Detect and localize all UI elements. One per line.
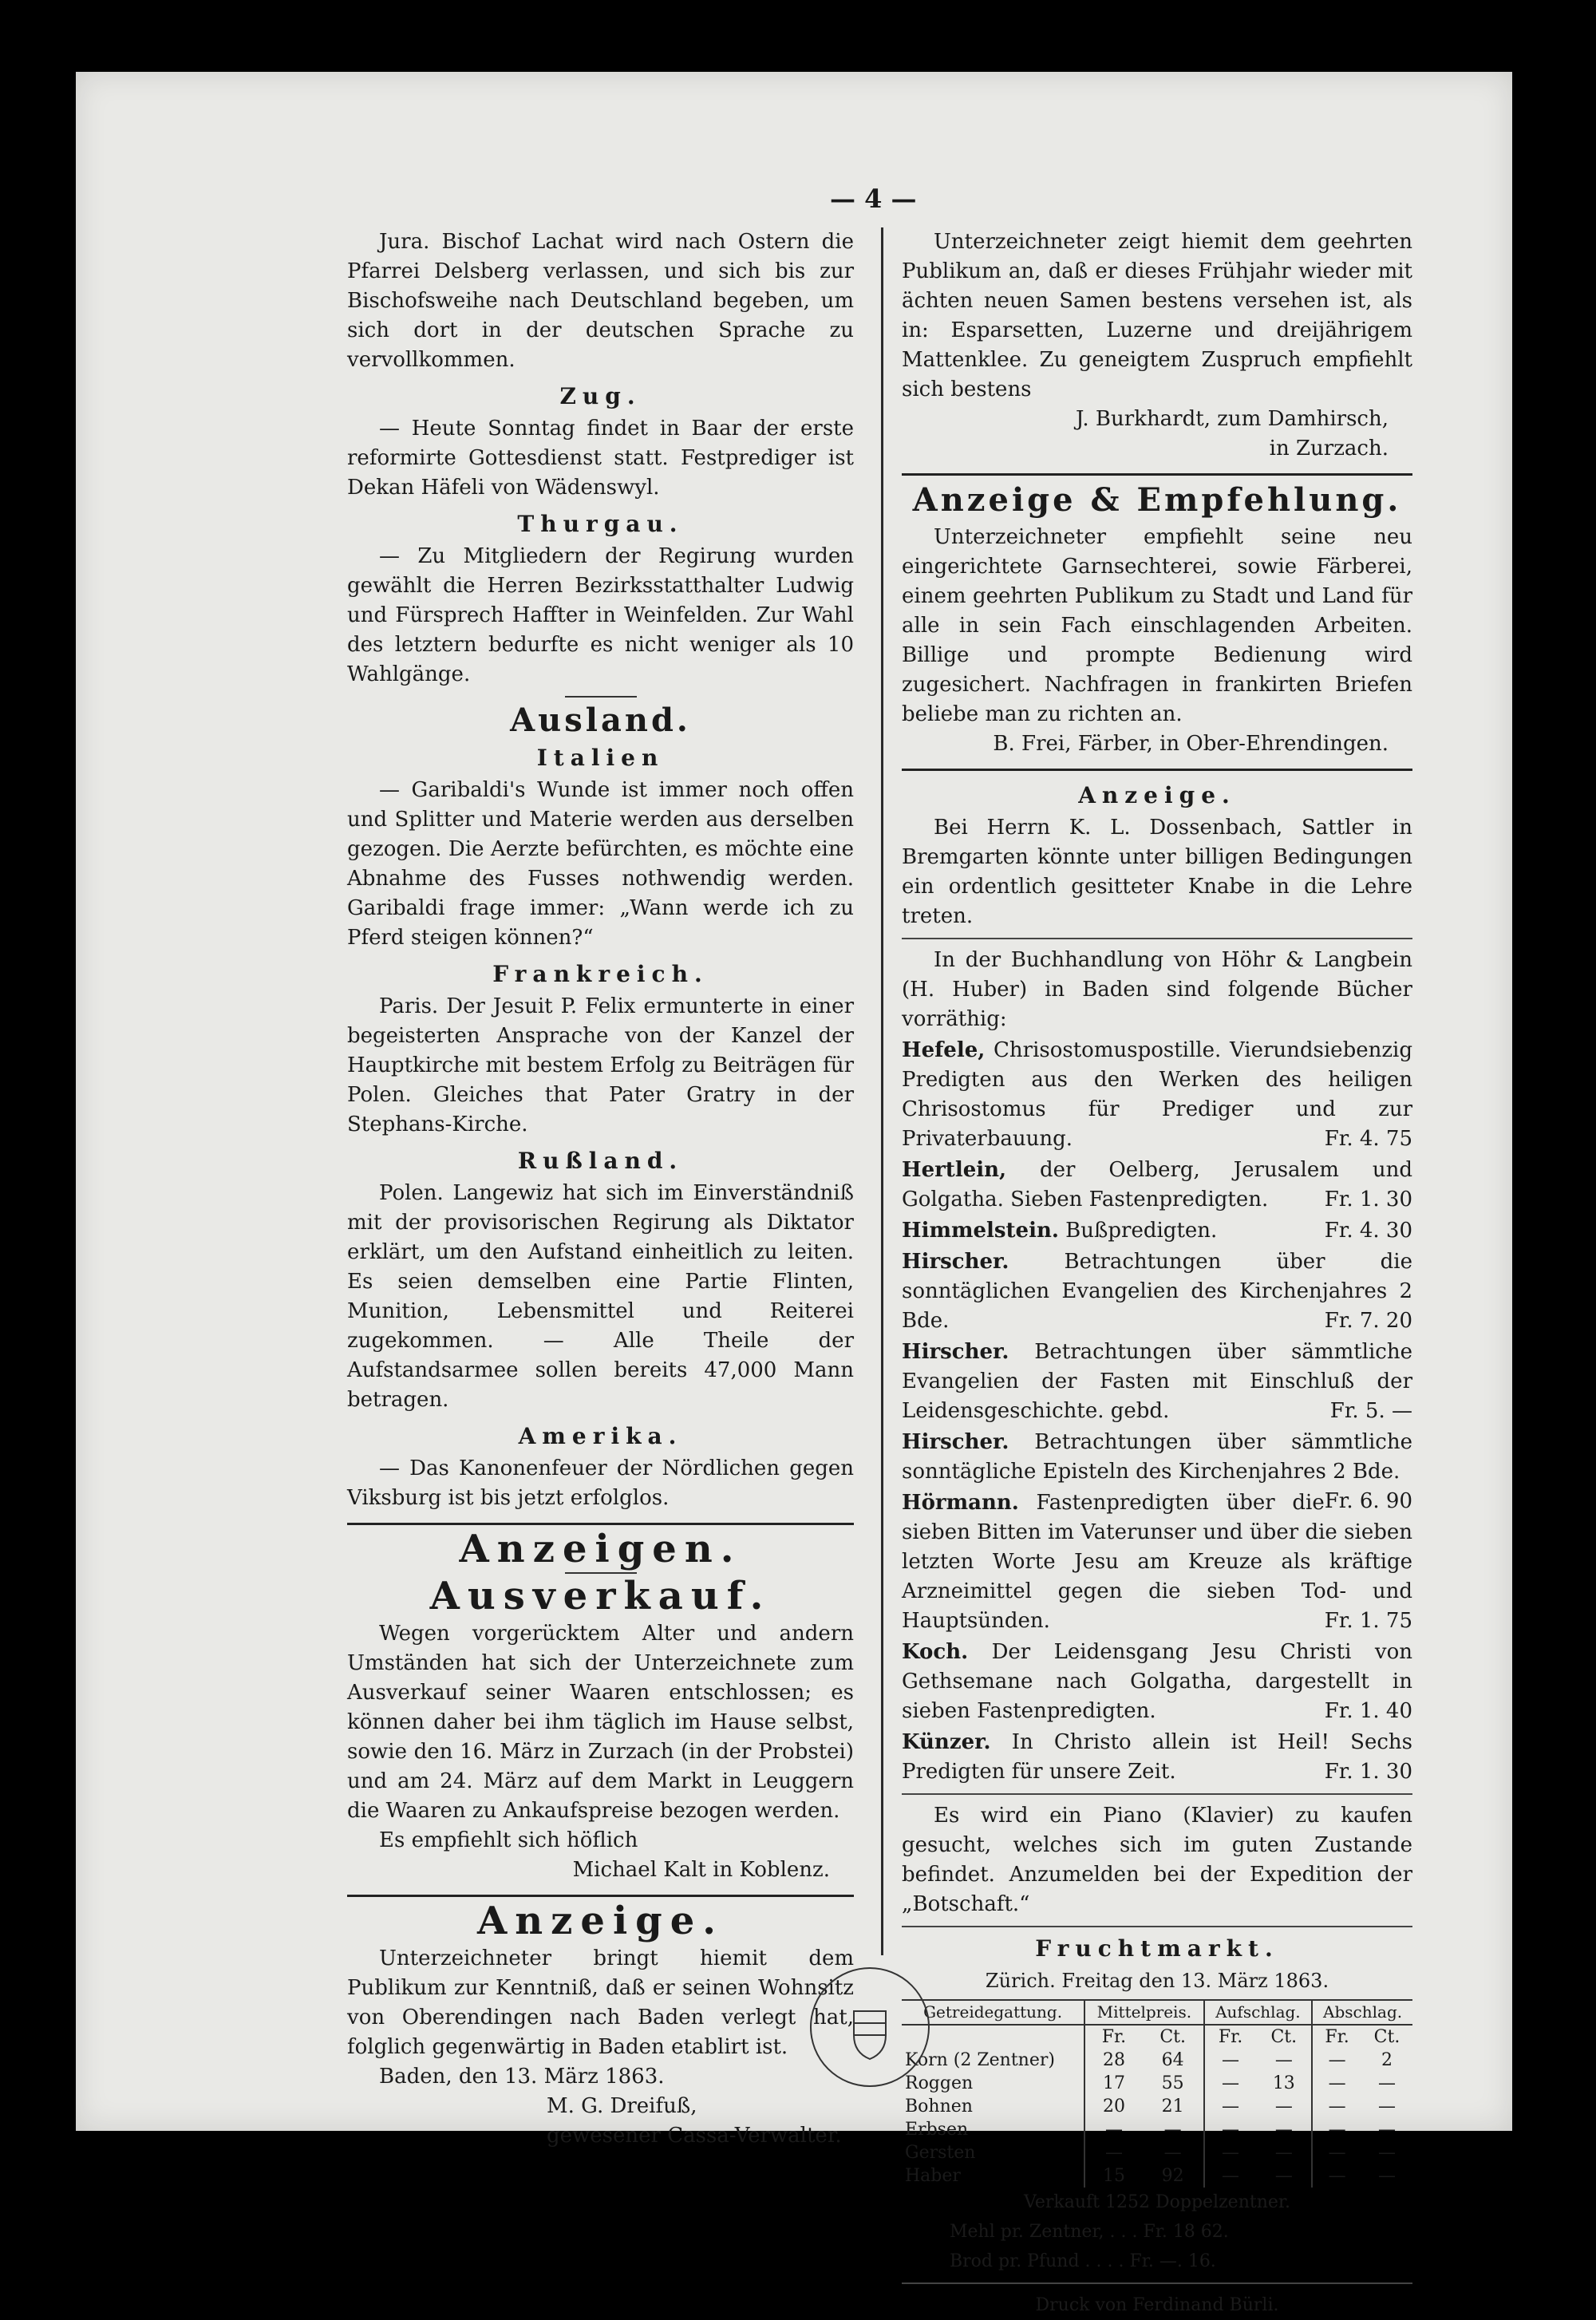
divider bbox=[902, 2282, 1412, 2284]
seed-ad-text: Unterzeichneter zeigt hiemit dem geehrten Publikum an, daß er dieses Frühjahr wieder mit ächten neuen Samen bestens versehen ist, als in: Esparsetten, Luzerne und dreijährigem Mattenklee. Zu geneigtem Zuspruch empfiehlt sich bestens bbox=[902, 230, 1412, 401]
book-entry: Koch. Der Leidensgang Jesu Christi von Gethsemane nach Golgatha, dargestellt in sieben Fastenpredigten. Fr. 1. 40 bbox=[902, 1640, 1413, 1723]
table-row: Erbsen — — — — — — bbox=[905, 2120, 1396, 2140]
divider bbox=[902, 1793, 1412, 1795]
market-title: Zürich. Freitag den 13. März 1863. bbox=[985, 1970, 1329, 1992]
anzeige-heading: Anzeige. bbox=[477, 1899, 724, 1943]
ausverkauf-heading: Ausverkauf. bbox=[429, 1574, 772, 1618]
empfehlung-text: Unterzeichneter empfiehlt seine neu eingerichtete Garnsechterei, sowie Färberei, einem geehrten Publikum zu Stadt und Land für alle in sein Fach einschlagenden Arbeiten. Billige und prompte Bedienung wird zugesichert. Nachfragen in frankirten Briefen beliebe man zu richten an. bbox=[902, 525, 1412, 726]
market-subheader: Ct. bbox=[1373, 2027, 1400, 2047]
anzeige-text: Unterzeichneter bringt hiemit dem Publikum zur Kenntniß, daß er seinen Wohnsitz von Oberendingen nach Baden verlegt hat, folglich gegenwärtig in Baden etablirt ist. bbox=[347, 1947, 854, 2059]
divider bbox=[902, 1926, 1412, 1927]
market-col-header: Mittelpreis. bbox=[1084, 2000, 1203, 2025]
divider bbox=[347, 1523, 854, 1525]
printer-credit: Druck von Ferdinand Bürli. bbox=[1035, 2295, 1279, 2315]
seed-ad-signature: J. Burkhardt, zum Damhirsch, bbox=[1075, 407, 1389, 431]
book-entry: Hefele, Chrisostomuspostille. Vierundsiebenzig Predigten aus den Werken des heiligen Chrisostomus für Prediger und zur Privaterbauung. Fr. 4. 75 bbox=[902, 1038, 1412, 1151]
zug-article: — Heute Sonntag findet in Baar der erste reformirte Gottesdienst statt. Festprediger ist Dekan Häfeli von Wädenswyl. bbox=[347, 417, 854, 500]
divider bbox=[902, 769, 1412, 771]
market-col-header: Aufschlag. bbox=[1204, 2000, 1313, 2025]
market-col-header: Getreidegattung. bbox=[902, 2000, 1084, 2025]
table-row: Roggen 17 55 — 13 — — bbox=[905, 2073, 1396, 2093]
divider bbox=[902, 938, 1412, 939]
anzeige2-heading: Anzeige. bbox=[1078, 782, 1236, 808]
market-col-header: Abschlag. bbox=[1312, 2000, 1412, 2025]
italien-article: — Garibaldi's Wunde ist immer noch offen und Splitter und Materie werden aus derselben gezogen. Die Aerzte befürchten, es möchte eine Abnahme des Fusses nothwendig werden. Garibaldi frage immer: „Wann werde ich zu Pferd steigen können?“ bbox=[347, 778, 854, 950]
market-heading: Fruchtmarkt. bbox=[1035, 1935, 1279, 1962]
divider bbox=[902, 473, 1412, 476]
anzeigen-heading: Anzeigen. bbox=[459, 1527, 742, 1571]
book-list bbox=[902, 1036, 1412, 1787]
italien-heading: Italien bbox=[536, 745, 665, 771]
market-subheader: Fr. bbox=[1084, 2025, 1143, 2049]
ausverkauf-text: Wegen vorgerücktem Alter und andern Umständen hat sich der Unterzeichnete zum Ausverkauf seiner Waaren entschlossen; es können daher bei ihm täglich im Hause selbst, sowie den 16. März in Zurzach (in der Probstei) und am 24. März auf dem Markt in Leuggern die Waaren zu Ankaufspreise bezogen werden. bbox=[347, 1622, 854, 1823]
ausland-heading: Ausland. bbox=[510, 702, 691, 739]
book-entry: Hörmann. Fastenpredigten über die sieben Bitten im Vaterunser und über die sieben letzten Worte Jesu am Kreuze als kräftige Arzneimittel gegen die sieben Tod- und Hauptsünden. Fr. 1. 75 bbox=[902, 1491, 1412, 1633]
anzeige-signature: M. G. Dreifuß, bbox=[547, 2094, 697, 2118]
book-entry: Hirscher. Betrachtungen über sämmtliche sonntägliche Episteln des Kirchenjahres 2 Bde. Fr. 6. 90 bbox=[902, 1430, 1412, 1513]
anzeige-date: Baden, den 13. März 1863. bbox=[379, 2065, 665, 2089]
divider bbox=[347, 1895, 854, 1897]
table-row: Bohnen 20 21 — — — — bbox=[905, 2097, 1396, 2116]
page-number: — 4 — bbox=[830, 184, 917, 214]
book-entry: Hirscher. Betrachtungen über sämmtliche Evangelien der Fasten mit Einschluß der Leidensgeschichte. gebd. Fr. 5. — bbox=[902, 1340, 1412, 1423]
zug-heading: Zug. bbox=[559, 383, 642, 409]
table-row: Haber 15 92 — — — — bbox=[905, 2166, 1396, 2186]
flour-price: Mehl pr. Zentner, . . . Fr. 18 62. bbox=[950, 2222, 1229, 2242]
empfehlung-signature: B. Frei, Färber, in Ober-Ehrendingen. bbox=[993, 732, 1389, 756]
bread-price: Brod pr. Pfund . . . . Fr. —. 16. bbox=[950, 2251, 1216, 2271]
book-entry: Hertlein, der Oelberg, Jerusalem und Golgatha. Sieben Fastenpredigten. Fr. 1. 30 bbox=[902, 1158, 1412, 1211]
market-subheader: Ct. bbox=[1270, 2027, 1298, 2047]
left-column bbox=[347, 227, 854, 2151]
anzeige-signature-title: gewesener Cassa-Verwalter. bbox=[547, 2124, 842, 2148]
book-entry: Künzer. In Christo allein ist Heil! Sechs Predigten für unsere Zeit. Fr. 1. 30 bbox=[902, 1730, 1413, 1784]
amerika-heading: Amerika. bbox=[518, 1423, 683, 1449]
library-stamp bbox=[806, 1963, 934, 2091]
market-subheader: Ct. bbox=[1159, 2027, 1186, 2047]
column-divider bbox=[881, 227, 883, 1955]
thurgau-article: — Zu Mitgliedern der Regirung wurden gewählt die Herren Bezirksstatthalter Ludwig und Fürsprech Haffter in Weinfelden. Zur Wahl des letztern bedurfte es nicht weniger als 10 Wahlgänge. bbox=[347, 544, 854, 686]
right-column bbox=[902, 227, 1412, 2320]
amerika-article: — Das Kanonenfeuer der Nördlichen gegen Viksburg ist bis jetzt erfolglos. bbox=[347, 1456, 854, 1510]
book-entry: Hirscher. Betrachtungen über die sonntäglichen Evangelien des Kirchenjahres 2 Bde. Fr. 7. 20 bbox=[902, 1250, 1412, 1333]
russland-heading: Rußland. bbox=[517, 1148, 684, 1174]
thurgau-heading: Thurgau. bbox=[517, 511, 684, 537]
market-subheader: Fr. bbox=[1204, 2025, 1257, 2049]
piano-ad: Es wird ein Piano (Klavier) zu kaufen gesucht, welches sich im guten Zustande befindet. Anzumelden bei der Expedition der „Botschaft.“ bbox=[902, 1804, 1412, 1916]
frankreich-article: Paris. Der Jesuit P. Felix ermunterte in einer begeisterten Ansprache von der Kanzel der Hauptkirche mit bestem Erfolg zu Beiträgen für Polen. Gleiches that Pater Gratry in der Stephans-Kirche. bbox=[347, 994, 854, 1136]
ausverkauf-signature: Michael Kalt in Koblenz. bbox=[572, 1858, 830, 1882]
russland-article: Polen. Langewiz hat sich im Einverständniß mit der provisorischen Regirung als Diktator erklärt, um den Aufstand einheitlich zu leiten. Es seien demselben eine Partie Flinten, Munition, Lebensmittel und Reiterei zugekommen. — Alle Theile der Aufstandsarmee sollen bereits 47,000 Mann betragen. bbox=[347, 1181, 854, 1412]
empfehlung-heading: Anzeige & Empfehlung. bbox=[912, 481, 1402, 519]
market-sold: Verkauft 1252 Doppelzentner. bbox=[1024, 2192, 1290, 2212]
market-table bbox=[902, 1999, 1412, 2188]
jura-article: Jura. Bischof Lachat wird nach Ostern die Pfarrei Delsberg verlassen, und sich bis zur Bischofsweihe nach Deutschland begeben, um sich dort in der deutschen Sprache zu vervollkommen. bbox=[347, 230, 854, 372]
market-subheader: Fr. bbox=[1312, 2025, 1361, 2049]
table-row: Korn (2 Zentner) 28 64 — — — 2 bbox=[905, 2050, 1393, 2070]
books-intro: In der Buchhandlung von Höhr & Langbein (H. Huber) in Baden sind folgende Bücher vorräthig: bbox=[902, 948, 1412, 1031]
table-row: Gersten — — — — — — bbox=[905, 2143, 1396, 2163]
seed-ad-location: in Zurzach. bbox=[1269, 437, 1389, 460]
divider bbox=[565, 696, 637, 698]
frankreich-heading: Frankreich. bbox=[492, 961, 709, 987]
ausverkauf-greeting: Es empfiehlt sich höflich bbox=[379, 1828, 638, 1852]
book-entry: Himmelstein. Bußpredigten. Fr. 4. 30 bbox=[902, 1219, 1412, 1243]
anzeige2-text: Bei Herrn K. L. Dossenbach, Sattler in Bremgarten könnte unter billigen Bedingungen ein ordentlich gesitteter Knabe in die Lehre treten. bbox=[902, 816, 1412, 928]
